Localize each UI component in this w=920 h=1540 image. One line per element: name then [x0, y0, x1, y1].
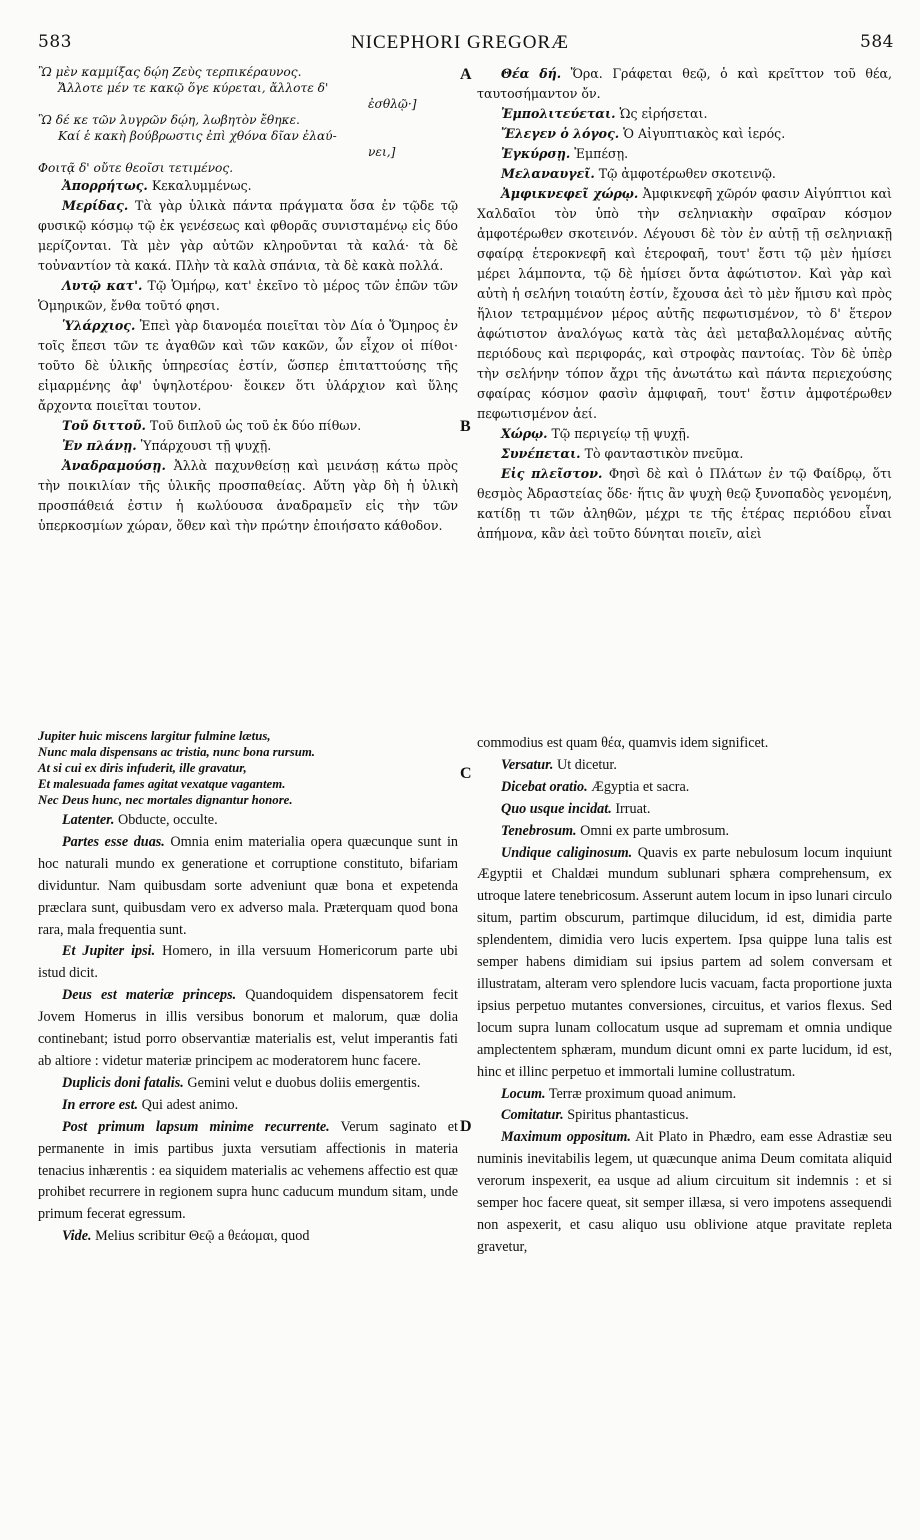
gloss-text: Ἐμπέσῃ.: [570, 146, 629, 161]
gloss-text: Melius scribitur Θεῷ a θεάομαι, quod: [91, 1228, 310, 1245]
lemma: Λυτῷ κατ'.: [62, 278, 143, 293]
verse-line: νει,]: [368, 145, 396, 159]
verse-line: Φοιτᾷ δ' οὔτε θεοῖσι τετιμένος.: [38, 161, 234, 175]
verse-line: Καί ἑ κακὴ βούβρωστις ἐπὶ χθόνα δῖαν ἐλαύ-: [58, 129, 337, 143]
commentary-paragraph: [477, 755, 892, 777]
commentary-paragraph: [477, 821, 892, 843]
gloss-text: Φησὶ δὲ καὶ ὁ Πλάτων ἐν τῷ Φαίδρῳ, ὅτι θεσμὸς Ἀδραστείας ὅδε· ἥτις ἂν ψυχὴ θεῷ ξυνοπαδὸς γενομένη, κατίδῃ τι τῶν ἀληθῶν, μέχρι τε τῆς ἑτέρας περιόδου εἶναι ἀπήμονα, κἂν ἀεὶ τοῦτο δύνηται ποιεῖν, αἰεὶ: [477, 466, 892, 541]
gloss-text: Τὰ γὰρ ὑλικὰ πάντα πράγματα ὅσα ἐν τῷδε τῷ φυσικῷ κόσμῳ τῷ ἐκ γενέσεως καὶ φθορᾶς συνισταμένῳ εἰς δύο μερίζονται. Τὰ μὲν γὰρ αὐτῶν κληροῦνται τὰ καλά· τὰ δὲ τοὐναντίον τὰ κακά. Πλὴν τὰ καλὰ σπάνια, τὰ δὲ κακὰ πολλά.: [38, 198, 458, 273]
commentary-paragraph: [477, 1105, 892, 1127]
lemma: Deus est materiæ princeps.: [62, 987, 237, 1004]
gloss-text: Τοῦ διπλοῦ ὡς τοῦ ἐκ δύο πίθων.: [145, 418, 362, 433]
commentary-paragraph: [38, 436, 458, 456]
gloss-text: Ægyptia et sacra.: [587, 778, 690, 795]
gloss-text: Ἀλλὰ παχυνθείσῃ καὶ μεινάσῃ κάτω πρὸς τὴν ποικιλίαν τῆς ὑλικῆς προσπαθείας. Αὕτη γὰρ δὴ ἡ ὑλικὴ προσπάθειά ἐστιν ἡ κωλύουσα ἀναδραμεῖν εἰς τὴν τῶν ὑπερκοσμίων χώραν, ὅθεν καὶ τὴν πρώτην ἐποιήσατο κάθοδον.: [38, 458, 458, 533]
commentary-paragraph: [38, 1226, 458, 1248]
margin-marker-b: B: [460, 418, 471, 435]
lemma: Εἰς πλεῖστον.: [501, 466, 603, 481]
gloss-text: Gemini velut e duobus doliis emergentis.: [183, 1074, 421, 1091]
running-title: NICEPHORI GREGORÆ: [350, 32, 570, 53]
lemma: Versatur.: [501, 756, 554, 773]
gloss-text: Ut dicetur.: [553, 756, 617, 773]
lemma: Μερίδας.: [62, 198, 129, 213]
gloss-text: Κεκαλυμμένως.: [147, 178, 252, 193]
commentary-paragraph: [477, 144, 892, 164]
commentary-paragraph: [38, 276, 458, 316]
verse-line: Ἄλλοτε μέν τε κακῷ ὅγε κύρεται, ἄλλοτε δ': [58, 81, 329, 95]
lemma: Et Jupiter ipsi.: [62, 943, 156, 960]
lemma: Partes esse duas.: [62, 833, 165, 850]
margin-marker-a: A: [460, 66, 472, 83]
lemma: Ἀμφικνεφεῖ χώρῳ.: [501, 186, 639, 201]
verse-line: Ὣ δέ κε τῶν λυγρῶν δῴη, λωβητὸν ἔθηκε.: [38, 113, 300, 127]
commentary-paragraph: [477, 464, 892, 544]
lemma: Ὑλάρχιος.: [62, 318, 136, 333]
lemma: Latenter.: [62, 812, 115, 828]
margin-marker-d: D: [460, 1118, 472, 1135]
gloss-text: Obducte, occulte.: [114, 812, 218, 828]
commentary-paragraph: [477, 424, 892, 444]
gloss-text: Ὁ Αἰγυπτιακὸς καὶ ἱερός.: [619, 126, 786, 141]
commentary-paragraph: [38, 810, 458, 832]
commentary-paragraph: [38, 416, 458, 436]
lemma: In errore est.: [62, 1096, 139, 1113]
gloss-text: Spiritus phantasticus.: [563, 1107, 689, 1124]
commentary-paragraph: [477, 1127, 892, 1258]
lemma: Ἐμπολιτεύεται.: [501, 106, 616, 121]
lemma: Ἐν πλάνῃ.: [62, 438, 137, 453]
verse-line: Ὢ μὲν καμμίξας δῴη Ζεὺς τερπικέραυνος.: [38, 65, 302, 79]
gloss-text: Irruat.: [611, 800, 651, 817]
lemma: Quo usque incidat.: [501, 800, 612, 817]
commentary-paragraph: [38, 1117, 458, 1227]
gloss-text: Omnia enim materialia opera quæcunque sunt in hoc naturali mundo ex generatione et corruptione constituto, bifariam dividuntur. Nam quibusdam sorte adveniunt quæ bona et expetenda præclara sunt, quibusdam vero ex adverso mala. Præterquam quod bona rara, mala frequentia sunt.: [38, 833, 458, 938]
gloss-text: Ὅρα. Γράφεται θεῷ, ὁ καὶ κρεῖττον τοῦ θέα, ταυτοσήμαντον ὄν.: [477, 66, 892, 101]
continuation-paragraph: commodius est quam θέα, quamvis idem significet.: [477, 735, 769, 751]
gloss-text: Ait Plato in Phædro, eam esse Adrastiæ seu numinis inevitabilis legem, ut quæcunque anima Deum comitata aliquid verorum inspexerit, ea usque ad alium circuitum sit indemnis : et si semper hoc facere queat, sit semper illæsa, si vero impotens assequendi non aspexerit, et casu aliquo usu oblivione atque pravitate repleta gravetur,: [477, 1129, 892, 1255]
commentary-paragraph: [477, 799, 892, 821]
commentary-paragraph: [477, 444, 892, 464]
lemma: Θέα δή.: [501, 66, 562, 81]
commentary-paragraph: [38, 832, 458, 942]
lemma: Μελαναυγεῖ.: [501, 166, 595, 181]
gloss-text: Homero, in illa versuum Homericorum parte ubi istud dicit.: [38, 943, 458, 982]
commentary-paragraph: [477, 1084, 892, 1106]
gloss-text: Quandoquidem dispensatorem fecit Jovem Homerus in illis versibus bonorum et malorum, quæ dolia continebant; istud porro observantiæ materialis est, velut imperantis fati ab altiore : videtur materiæ principem ac moderatorem hunc facere.: [38, 987, 458, 1069]
commentary-paragraph: [38, 1095, 458, 1117]
gloss-text: Qui adest animo.: [138, 1096, 239, 1113]
verse-line: Nec Deus hunc, nec mortales dignantur honore.: [38, 793, 293, 807]
latin-left-column: [38, 728, 458, 1248]
margin-marker-c: C: [460, 765, 472, 782]
commentary-paragraph: [477, 164, 892, 184]
gloss-text: Quavis ex parte nebulosum locum inquiunt Ægyptii et Chaldæi mundum sublunari sphæra comprehensum, ex utroque latere tenebricosum. Asserunt autem locum in ipso lunari circulo situm, partim obscurum, partimque dilucidum, id est, dimidia parte splendentem, dimidia vero lucis expertem. Ipsa quippe luna talis est semper habens dimidiam sui ipsius partem ad solem conversam et illustratam, alteram vero splendore lucis vacuam, facta proportione juxta ipsius perpetuo mutantes conversiones, circuitus, et varios flexus. Sed locum supra lunam collocatum usque ad supremam et omnia undique amplectentem sphæram, mundum dicunt omni ex parte lucidum, id est, hinc et illinc perpetuo et immortali lumine collustratum.: [477, 844, 892, 1080]
gloss-text: Τῷ Ὁμήρῳ, κατ' ἐκεῖνο τὸ μέρος τῶν ἐπῶν τῶν Ὁμηρικῶν, ἔνθα τοῦτό φησι.: [38, 278, 458, 313]
verse-line: ἐσθλῷ·]: [368, 97, 417, 111]
left-page-number: 583: [38, 32, 72, 52]
gloss-text: Omni ex parte umbrosum.: [576, 822, 730, 839]
commentary-paragraph: [38, 985, 458, 1073]
lemma: Maximum oppositum.: [501, 1129, 631, 1146]
lemma: Dicebat oratio.: [501, 778, 588, 795]
lemma: Vide.: [62, 1228, 92, 1245]
commentary-paragraph: [477, 124, 892, 144]
lemma: Συνέπεται.: [501, 446, 581, 461]
lemma: Ἀναδραμούσῃ.: [62, 458, 166, 473]
verse-line: Jupiter huic miscens largitur fulmine lætus,: [38, 729, 271, 743]
page-header: [0, 10, 920, 53]
commentary-paragraph: [477, 777, 892, 799]
lemma: Ἐγκύρσῃ.: [501, 146, 571, 161]
commentary-paragraph: [38, 196, 458, 276]
lemma: Post primum lapsum minime recurrente.: [62, 1118, 330, 1135]
right-page-number: 584: [860, 32, 894, 52]
lemma: Comitatur.: [501, 1107, 564, 1124]
commentary-paragraph: [38, 1073, 458, 1095]
gloss-text: Terræ proximum quoad animum.: [545, 1085, 737, 1102]
latin-verse-block: [38, 728, 458, 808]
lemma: Τοῦ διττοῦ.: [62, 418, 146, 433]
commentary-paragraph: [38, 176, 458, 196]
lemma: Undique caliginosum.: [501, 844, 633, 861]
commentary-paragraph: [477, 843, 892, 1084]
gloss-text: Ὑπάρχουσι τῇ ψυχῇ.: [136, 438, 272, 453]
latin-right-column: [477, 733, 892, 1259]
lemma: Tenebrosum.: [501, 822, 577, 839]
lemma: Χώρῳ.: [501, 426, 548, 441]
lemma: Duplicis doni fatalis.: [62, 1074, 184, 1091]
commentary-paragraph: [477, 64, 892, 104]
commentary-paragraph: [477, 184, 892, 424]
greek-left-column: [38, 64, 458, 536]
greek-verse-block: [38, 64, 458, 176]
commentary-paragraph: [477, 104, 892, 124]
gloss-text: Ἀμφικνεφῆ χῶρόν φασιν Αἰγύπτιοι καὶ Χαλδαῖοι τὸν ὑπὸ τὴν σεληνιακὴν σφαῖραν κόσμον ἀμφοτέρωθεν σκοτεινόν. Λέγουσι δὲ τὸν ἐν αὐτῇ τῇ σεληνιακῇ σφαίρᾳ ἑτεροκνεφῆ καὶ ἑτεροφαῆ, τουτ' ἔστι τῷ μὲν ἡμίσει μέρει λάμποντα, τῷ δὲ ἡμίσει ὄντα ἀφώτιστον. Καὶ γὰρ καὶ αὐτὴ ἡ σελήνη τοιαύτη ἐστίν, ἔχουσα ἀεὶ τὸ μὲν ἥμισυ καὶ πρὸς ἥλιον τετραμμένον μέρος αὐτῆς πεφωτισμένον, τὸ δ' ἕτερον ἀφώτιστον ἀναλόγως κατὰ τὰς ἀεὶ μεταβαλλομένας αὐτῆς περιόδους καὶ περιφοράς, καὶ στροφὰς παντοίας. Τὸν δὲ ὑπὲρ τὴν σελήνην τόπον ἄχρι τῆς ἀνωτάτω καὶ πάντα περιεχούσης σφαίρας κόσμον φασὶν ἀμφιφαῆ, τουτ' ἔστιν ἀμφοτέρωθεν πεφωτισμένον ἀεί.: [477, 186, 892, 421]
gloss-text: Verum saginato et permanente in imis partibus juxta versutiam affectionis in materia tenacius inhærentis : ea siquidem materialis ac vehemens affectio est quæ prohibet recurrere in regionem supra hunc caducum mundum sitam, unde primum fecerat egressum.: [38, 1118, 459, 1223]
commentary-paragraph: [38, 316, 458, 416]
greek-right-column: [477, 64, 892, 544]
gloss-text: Τῷ ἀμφοτέρωθεν σκοτεινῷ.: [594, 166, 776, 181]
gloss-text: Ἐπεὶ γὰρ διανομέα ποιεῖται τὸν Δία ὁ Ὅμηρος ἐν τοῖς ἔπεσι τῶν τε ἀγαθῶν καὶ τῶν κακῶν, ὧν εἶχον οἱ πίθοι· τοῦτο δὲ ὑλικῆς ὑπηρεσίας ἐστίν, ὥσπερ ἐπιταττούσης τῆς εἱμαρμένης ἀφ' ὑψηλοτέρου· ἔοικεν ὅτι ὑλάρχιον καὶ ὕλης ἄρχοντα ποιεῖται τουτον.: [38, 318, 458, 413]
lemma: Ἀπορρήτως.: [62, 178, 148, 193]
verse-line: Et malesuada fames agitat vexatque vagantem.: [38, 777, 286, 791]
verse-line: At si cui ex diris infuderit, ille gravatur,: [38, 761, 247, 775]
lemma: Locum.: [501, 1085, 546, 1102]
commentary-paragraph: [38, 456, 458, 536]
verse-line: Nunc mala dispensans ac tristia, nunc bona rursum.: [38, 745, 315, 759]
gloss-text: Τῷ περιγείῳ τῇ ψυχῇ.: [547, 426, 690, 441]
gloss-text: Ὡς εἰρήσεται.: [615, 106, 708, 121]
commentary-paragraph: [38, 941, 458, 985]
gloss-text: Τὸ φανταστικὸν πνεῦμα.: [580, 446, 744, 461]
lemma: Ἔλεγεν ὁ λόγος.: [501, 126, 620, 141]
